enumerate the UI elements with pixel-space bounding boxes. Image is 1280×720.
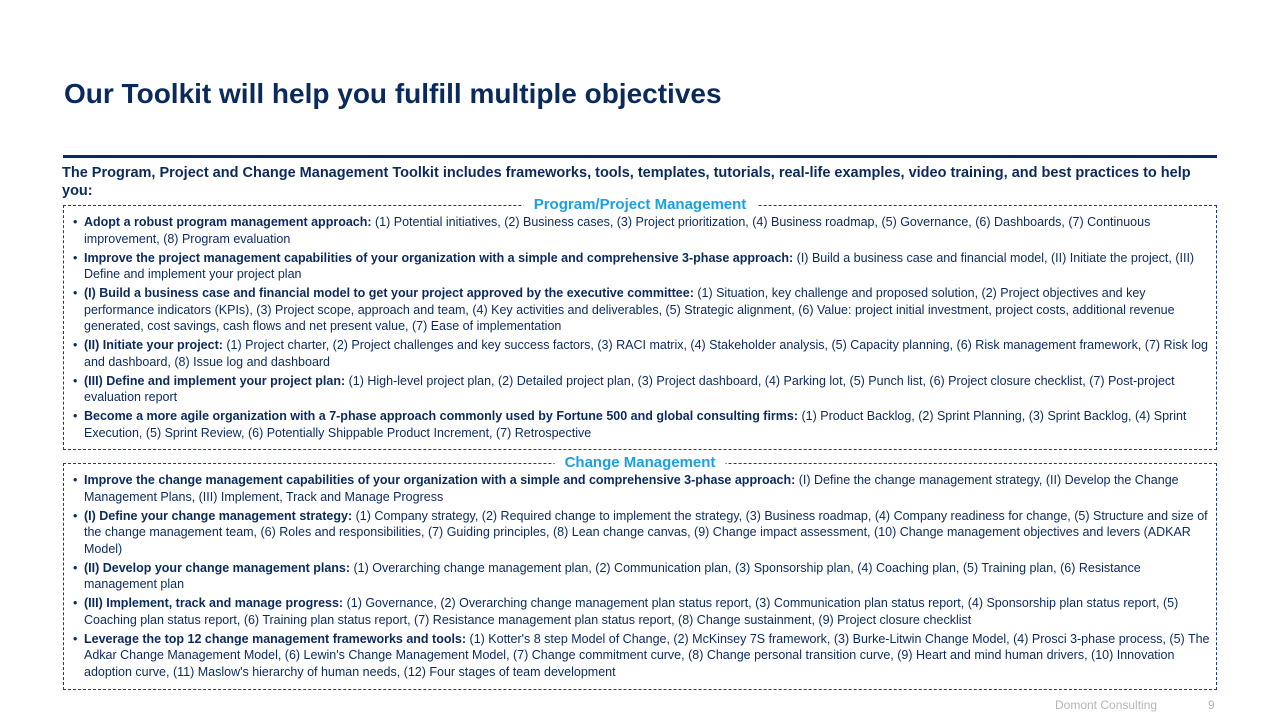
item-text: (I) Build a business case and financial model, (II) Initiate the project, (III) Define and implement your project plan — [84, 250, 1195, 281]
list-item — [84, 631, 1210, 681]
item-heading: (III) Define and implement your project plan: — [84, 373, 346, 388]
change-management-list — [64, 464, 1216, 680]
list-item — [84, 285, 1210, 335]
item-text: (I) Define the change management strategy, (II) Develop the Change Management Plans, (III) Implement, Track and Manage Progress — [84, 473, 1179, 504]
list-item — [84, 560, 1210, 593]
intro-text: The Program, Project and Change Management Toolkit includes frameworks, tools, templates, tutorials, real-life examples, video training, and best practices to help you: — [62, 165, 1191, 199]
item-heading: Adopt a robust program management approach: — [84, 215, 372, 229]
page-number: 9 — [1208, 698, 1215, 712]
item-heading: Become a more agile organization with a 7-phase approach commonly used by Fortune 500 and global consulting firms: — [84, 409, 799, 423]
list-item — [84, 337, 1210, 370]
item-text: (1) Project charter, (2) Project challenges and key success factors, (3) RACI matrix, (4) Stakeholder analysis, (5) Capacity planning, (6) Risk management framework, (7) Risk log and dashboard, (8) Issue log and dashboard — [84, 338, 1208, 369]
program-management-box — [63, 196, 1217, 450]
item-text: (1) High-level project plan, (2) Detailed project plan, (3) Project dashboard, (4) Parking lot, (5) Punch list, (6) Project closure checklist, (7) Post-project evaluation report — [84, 373, 1175, 404]
item-heading: (III) Implement, track and manage progress: — [84, 596, 344, 610]
list-item — [84, 408, 1210, 441]
item-heading: (II) Develop your change management plans: — [84, 560, 351, 575]
item-text: (1) Situation, key challenge and proposed solution, (2) Project objectives and key performance indicators (KPIs), (3) Project scope, approach and team, (4) Key activities and deliverables, (5) Strategic alignment, (6) Value: project initial investment, project costs, additional revenue generated, cost savings, cash flows and net present value, (7) Ease of implementation — [84, 286, 1175, 333]
item-text: (1) Potential initiatives, (2) Business cases, (3) Project prioritization, (4) Business roadmap, (5) Governance, (6) Dashboards, (7) Continuous improvement, (8) Program evaluation — [84, 215, 1151, 246]
list-item — [84, 373, 1210, 406]
list-item — [84, 472, 1210, 505]
page-title: Our Toolkit will help you fulfill multiple objectives — [64, 78, 722, 109]
list-item — [84, 508, 1210, 558]
item-heading: Improve the project management capabilities of your organization with a simple and comprehensive 3-phase approach: — [84, 250, 794, 265]
list-item — [84, 250, 1210, 283]
list-item — [84, 214, 1210, 247]
program-management-label: Program/Project Management — [524, 195, 757, 215]
item-heading: (I) Build a business case and financial model to get your project approved by the executive committee: — [84, 286, 694, 300]
program-management-list — [64, 206, 1216, 441]
item-text: (1) Governance, (2) Overarching change management plan status report, (3) Communication plan status report, (4) Sponsorship plan status report, (5) Coaching plan status report, (6) Training plan status report, (7) Resistance management plan status report, (8) Change sustainment, (9) Project closure checklist — [84, 596, 1179, 627]
title-divider — [63, 155, 1217, 158]
item-text: (1) Product Backlog, (2) Sprint Planning, (3) Sprint Backlog, (4) Sprint Execution, (5) Sprint Review, (6) Potentially Shippable Product Increment, (7) Retrospective — [84, 409, 1187, 440]
item-heading: Leverage the top 12 change management frameworks and tools: — [84, 631, 467, 646]
item-text: (1) Kotter's 8 step Model of Change, (2) McKinsey 7S framework, (3) Burke-Litwin Change Model, (4) Prosci 3-phase process, (5) The Adkar Change Management Model, (6) Lewin's Change Management Model, (7) Change commitment curve, (8) Change personal transition curve, (9) Heart and mind human drivers, (10) Innovation adoption curve, (11) Maslow's hierarchy of human needs, (12) Four stages of team development — [84, 631, 1210, 679]
item-heading: (I) Define your change management strategy: — [84, 508, 353, 523]
item-heading: Improve the change management capabilities of your organization with a simple and comprehensive 3-phase approach: — [84, 473, 796, 487]
change-management-label: Change Management — [555, 453, 726, 473]
footer-company: Domont Consulting — [1055, 698, 1158, 712]
change-management-box — [63, 454, 1217, 690]
item-text: (1) Company strategy, (2) Required change to implement the strategy, (3) Business roadmap, (4) Company readiness for change, (5) Structure and size of the change management team, (6) Roles and responsibilities, (7) Guiding principles, (8) Lean change canvas, (9) Change impact assessment, (10) Change management objectives and levers (ADKAR Model) — [84, 508, 1208, 556]
list-item — [84, 595, 1210, 628]
item-text: (1) Overarching change management plan, (2) Communication plan, (3) Sponsorship plan, (4) Coaching plan, (5) Training plan, (6) Resistance management plan — [84, 560, 1141, 591]
item-heading: (II) Initiate your project: — [84, 338, 223, 352]
